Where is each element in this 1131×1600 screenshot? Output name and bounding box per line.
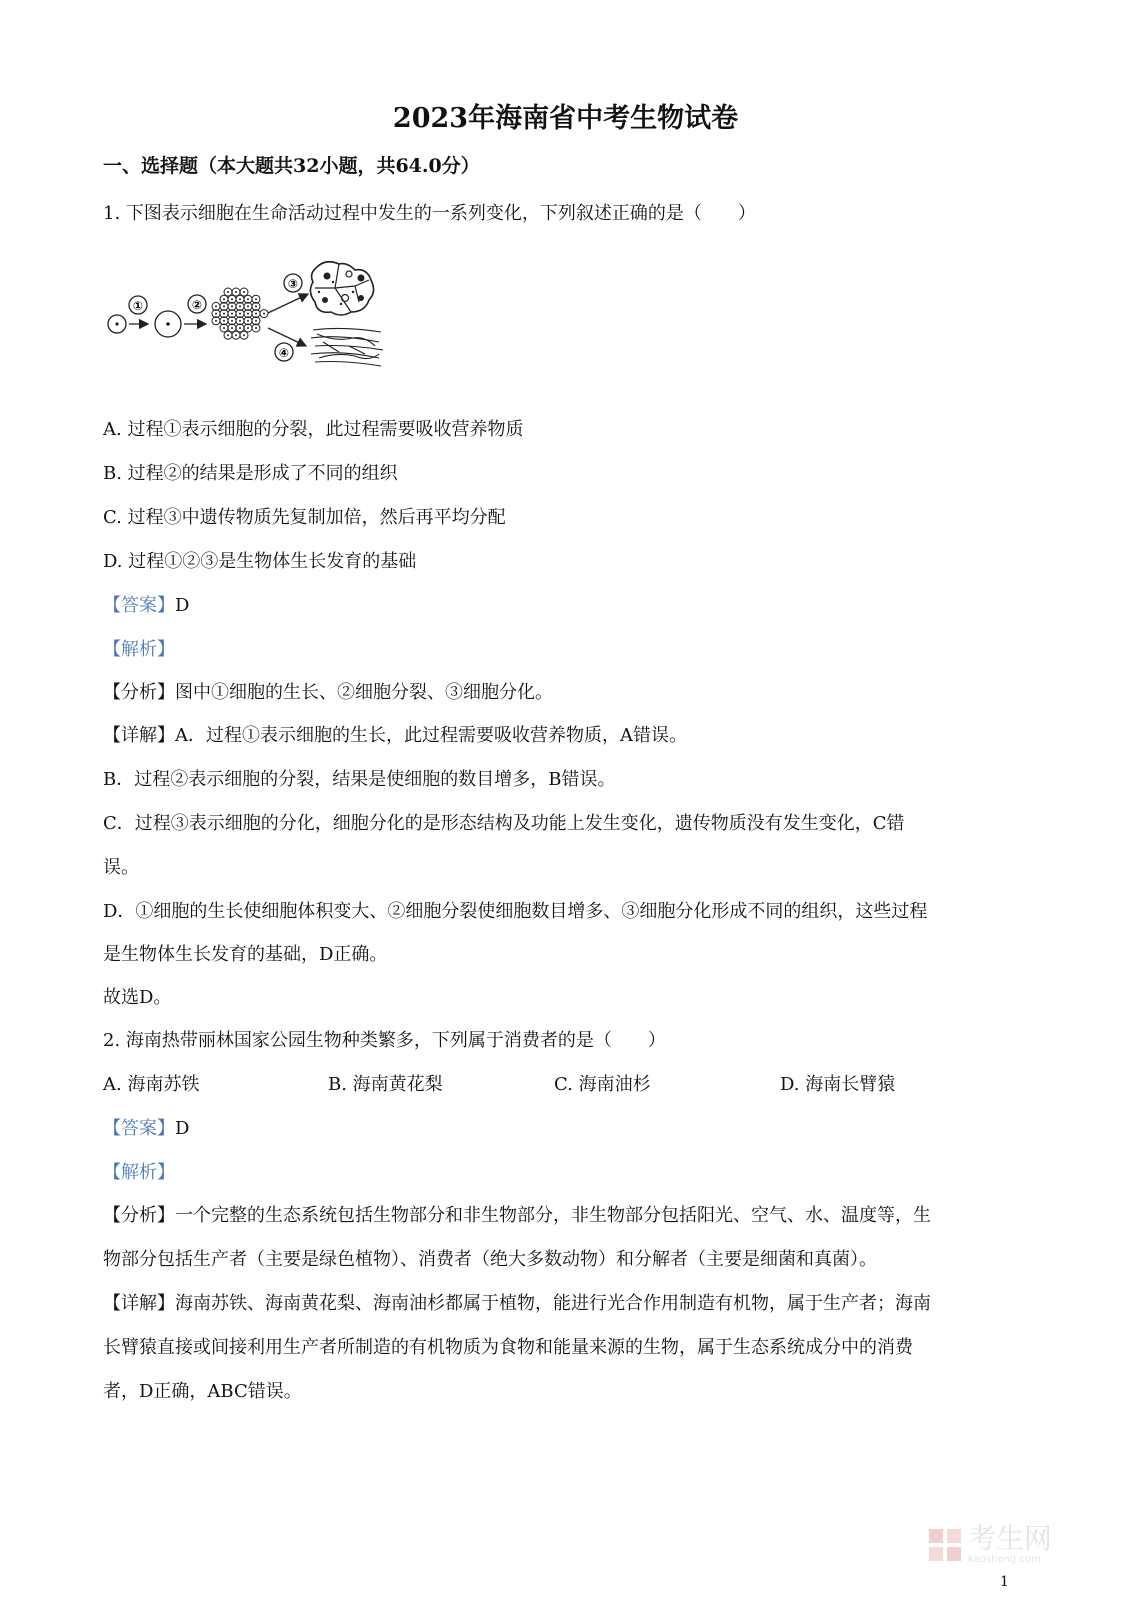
q2-option-c: C. 海南油杉 bbox=[554, 1074, 651, 1095]
q1-xiangjie-line bbox=[103, 721, 687, 747]
xiangjie-text: 海南苏铁、海南黄花梨、海南油杉都属于植物，能进行光合作用制造有机物，属于生产者；海南 bbox=[175, 1293, 931, 1314]
q2-xiangjie-line: 长臂猿直接或间接利用生产者所制造的有机物质为食物和能量来源的生物，属于生态系统成分中的消费 bbox=[103, 1337, 913, 1358]
cluster-cell-nucleus bbox=[243, 291, 245, 293]
process-2-label bbox=[188, 295, 206, 313]
cluster-cell-nucleus bbox=[223, 298, 225, 300]
cluster-cell-nucleus bbox=[231, 305, 233, 307]
svg-text:③: ③ bbox=[287, 277, 299, 291]
cluster-cell-nucleus bbox=[231, 298, 233, 300]
cluster-cell-nucleus bbox=[239, 298, 241, 300]
cluster-cell-nucleus bbox=[239, 313, 241, 315]
cluster-cell-nucleus bbox=[247, 305, 249, 307]
cluster-cell-nucleus bbox=[215, 305, 217, 307]
process-1-label bbox=[129, 296, 147, 314]
cluster-cell-nucleus bbox=[235, 334, 237, 336]
q1-xiangjie-line: D．①细胞的生长使细胞体积变大、②细胞分裂使细胞数目增多、③细胞分化形成不同的组织，这些过程 bbox=[103, 901, 928, 922]
q2-fenxi-line: 物部分包括生产者（主要是绿色植物）、消费者（绝大多数动物）和分解者（主要是细菌和真菌）。 bbox=[103, 1249, 877, 1270]
cluster-cell-nucleus bbox=[223, 313, 225, 315]
xiangjie-tag: 【详解】 bbox=[103, 1293, 175, 1314]
q1-xiangjie-line: 误。 bbox=[103, 857, 139, 878]
cluster-cell-nucleus bbox=[243, 334, 245, 336]
q1-xiangjie-line: 是生物体生长发育的基础，D正确。 bbox=[103, 944, 388, 965]
q1-answer bbox=[103, 591, 189, 617]
q1-option-c: C. 过程③中遗传物质先复制加倍，然后再平均分配 bbox=[103, 507, 506, 528]
cluster-cell-nucleus bbox=[227, 291, 229, 293]
dividing-cell-cluster-icon bbox=[212, 288, 268, 339]
cluster-cell-nucleus bbox=[255, 298, 257, 300]
fenxi-text: 图中①细胞的生长、②细胞分裂、③细胞分化。 bbox=[175, 682, 553, 703]
xiangjie-tag: 【详解】 bbox=[103, 725, 175, 746]
grown-cell-icon bbox=[155, 311, 181, 337]
cluster-cell-nucleus bbox=[239, 320, 241, 322]
xiangjie-text: A．过程①表示细胞的生长，此过程需要吸收营养物质，A错误。 bbox=[175, 725, 687, 746]
cell-process-diagram bbox=[103, 258, 393, 378]
cluster-cell-nucleus bbox=[247, 320, 249, 322]
process-3-label bbox=[284, 274, 302, 292]
watermark-logo-icon bbox=[928, 1528, 962, 1562]
arrow-3 bbox=[268, 294, 308, 313]
cluster-cell-nucleus bbox=[227, 334, 229, 336]
fenxi-tag: 【分析】 bbox=[103, 1205, 175, 1226]
cluster-cell-nucleus bbox=[223, 327, 225, 329]
fibrous-tissue-icon bbox=[311, 328, 383, 366]
cluster-cell-nucleus bbox=[247, 298, 249, 300]
cluster-cell-nucleus bbox=[263, 313, 265, 315]
page-number: 1 bbox=[1000, 1574, 1009, 1590]
cluster-cell-nucleus bbox=[239, 305, 241, 307]
watermark-text: 考生网 bbox=[968, 1522, 1053, 1555]
svg-text:②: ② bbox=[191, 298, 203, 312]
q2-analysis-tag: 【解析】 bbox=[103, 1162, 175, 1183]
q1-option-b: B. 过程②的结果是形成了不同的组织 bbox=[103, 463, 398, 484]
answer-value: D bbox=[175, 595, 190, 616]
q1-conclusion: 故选D。 bbox=[103, 987, 172, 1008]
cluster-cell-nucleus bbox=[255, 313, 257, 315]
answer-tag: 【答案】 bbox=[103, 1118, 175, 1139]
watermark bbox=[928, 1524, 1052, 1565]
q1-option-a: A. 过程①表示细胞的分裂，此过程需要吸收营养物质 bbox=[103, 419, 524, 440]
differentiated-cells-icon bbox=[310, 262, 373, 315]
cluster-cell-nucleus bbox=[255, 320, 257, 322]
answer-value: D bbox=[175, 1118, 190, 1139]
cluster-cell-nucleus bbox=[231, 327, 233, 329]
q1-option-d: D. 过程①②③是生物体生长发育的基础 bbox=[103, 551, 417, 572]
cluster-cell-nucleus bbox=[231, 313, 233, 315]
q2-option-d: D. 海南长臂猿 bbox=[780, 1074, 896, 1095]
process-4-label bbox=[275, 343, 293, 361]
cluster-cell-nucleus bbox=[215, 313, 217, 315]
q2-stem: 2. 海南热带丽林国家公园生物种类繁多，下列属于消费者的是（ ） bbox=[103, 1030, 666, 1051]
cluster-cell-nucleus bbox=[223, 320, 225, 322]
q2-answer bbox=[103, 1114, 189, 1140]
q1-xiangjie-line: B．过程②表示细胞的分裂，结果是使细胞的数目增多，B错误。 bbox=[103, 769, 616, 790]
cluster-cell-nucleus bbox=[239, 327, 241, 329]
svg-text:④: ④ bbox=[278, 346, 290, 360]
cluster-cell-nucleus bbox=[247, 327, 249, 329]
q2-fenxi bbox=[103, 1201, 931, 1227]
section-heading: 一、选择题（本大题共32小题，共64.0分） bbox=[103, 155, 480, 177]
cluster-cell-nucleus bbox=[231, 320, 233, 322]
q2-option-a: A. 海南苏铁 bbox=[103, 1074, 200, 1095]
q2-xiangjie-line: 者，D正确，ABC错误。 bbox=[103, 1381, 302, 1402]
answer-tag: 【答案】 bbox=[103, 595, 175, 616]
watermark-url: kaosheng.com bbox=[968, 1554, 1041, 1565]
fenxi-tag: 【分析】 bbox=[103, 682, 175, 703]
cluster-cell-nucleus bbox=[235, 291, 237, 293]
fenxi-text: 一个完整的生态系统包括生物部分和非生物部分，非生物部分包括阳光、空气、水、温度等，生 bbox=[175, 1205, 931, 1226]
cluster-cell-nucleus bbox=[223, 305, 225, 307]
q1-xiangjie-line: C．过程③表示细胞的分化，细胞分化的是形态结构及功能上发生变化，遗传物质没有发生变化，C错 bbox=[103, 813, 905, 834]
q1-stem: 1. 下图表示细胞在生命活动过程中发生的一系列变化，下列叙述正确的是（ ） bbox=[103, 203, 756, 224]
q1-fenxi bbox=[103, 678, 553, 704]
q1-analysis-tag: 【解析】 bbox=[103, 639, 175, 660]
svg-text:①: ① bbox=[132, 299, 144, 313]
cluster-cell-nucleus bbox=[215, 320, 217, 322]
cluster-cell-nucleus bbox=[255, 327, 257, 329]
small-cell-icon bbox=[108, 315, 126, 333]
q2-option-b: B. 海南黄花梨 bbox=[328, 1074, 443, 1095]
document-title: 2023年海南省中考生物试卷 bbox=[392, 103, 739, 134]
cluster-cell-nucleus bbox=[255, 305, 257, 307]
q2-xiangjie bbox=[103, 1289, 931, 1315]
cluster-cell-nucleus bbox=[247, 313, 249, 315]
